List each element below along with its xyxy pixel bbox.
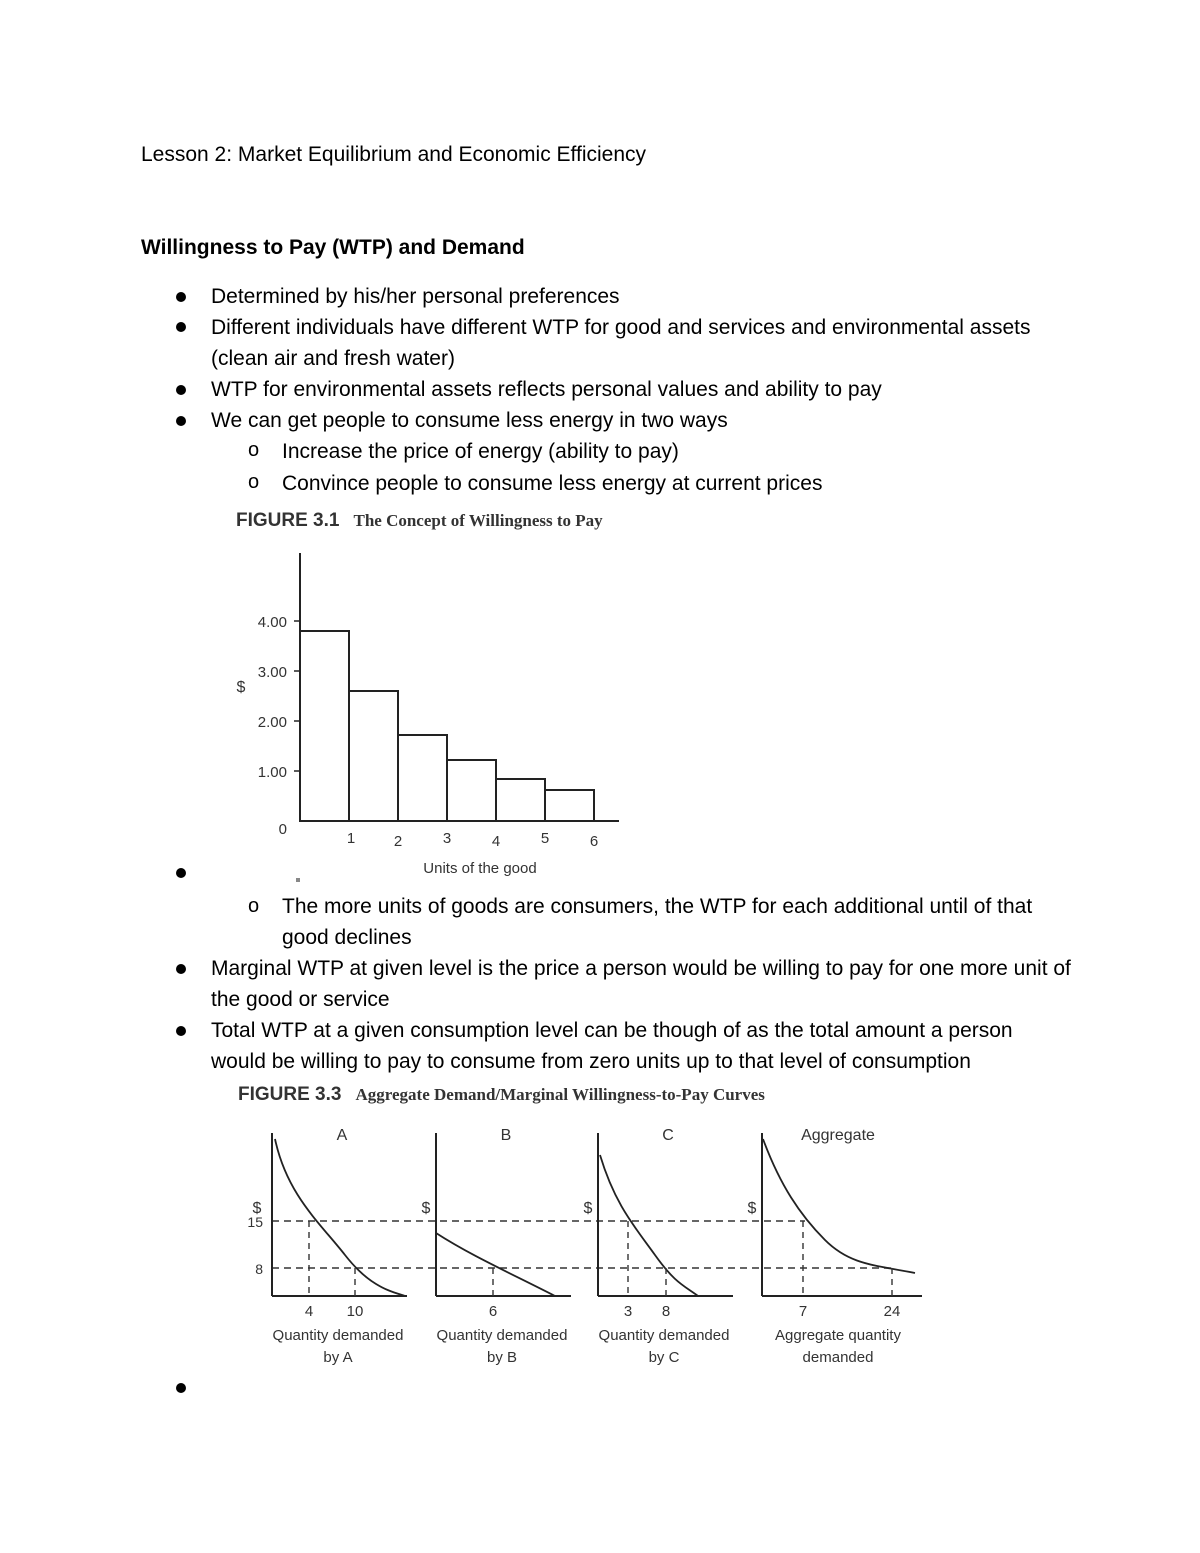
x-tick-label: 10 [346,1303,364,1320]
section-heading: Willingness to Pay (WTP) and Demand [141,236,525,259]
figure-3-label: FIGURE 3.3 [238,1084,342,1105]
demand-curve [275,1139,405,1296]
panel-title: Aggregate [801,1127,875,1144]
bullet-dot [176,322,186,332]
panel-x-label: Quantity demanded [272,1327,404,1344]
bullet-dot [176,385,186,395]
panel-x-label-2: by A [323,1349,353,1366]
y-tick-label: 4.00 [257,614,287,631]
price-label-15: 15 [247,1214,263,1230]
y-tick-label: 0 [278,821,287,838]
panel-dollar-label: $ [252,1200,262,1217]
sub-bullet-text: The more units of goods are consumers, the WTP for each additional until of that good declines [282,895,1033,949]
panel-x-label: Quantity demanded [436,1327,568,1344]
panel-dollar-label: $ [747,1200,757,1217]
x-tick-label: 1 [346,830,356,847]
x-tick-label: 2 [393,833,403,850]
panel-title: A [336,1127,348,1144]
bullet-dot [176,416,186,426]
x-tick-label: 24 [883,1303,901,1320]
bar [300,631,349,821]
figure-1-title [236,510,603,532]
x-tick-label: 5 [540,830,550,847]
demand-curve [600,1155,698,1296]
bullet-dot [176,292,186,302]
x-tick-label: 3 [623,1303,633,1320]
bar [398,735,447,821]
panel-x-label-2: demanded [802,1349,874,1366]
sub-bullet-marker: o [248,439,260,461]
x-tick-label: 6 [589,833,599,850]
figure-3-subtitle: Aggregate Demand/Marginal Willingness-to-Pay Curves [355,1085,765,1104]
panel-x-label: Aggregate quantity [775,1327,901,1344]
bar [496,779,545,821]
bar [545,790,594,821]
y-tick-label: 2.00 [257,714,287,731]
bar [349,691,398,821]
bullet-dot [176,1383,186,1393]
panel-title: B [500,1127,512,1144]
bar [447,760,496,821]
bullet-text: WTP for environmental assets reflects personal values and ability to pay [211,378,882,401]
sub-bullet-marker: o [248,471,260,493]
panel-title: C [662,1127,674,1144]
x-axis-label: Units of the good [423,860,537,877]
x-tick-label: 3 [442,830,452,847]
sub-bullet-text: Increase the price of energy (ability to pay) [282,440,679,463]
page-title: Lesson 2: Market Equilibrium and Economic Efficiency [141,143,647,166]
demand-curve [763,1139,915,1273]
price-label-8: 8 [255,1261,263,1277]
demand-curve [436,1233,555,1296]
bullet-text: Determined by his/her personal preferences [211,285,620,308]
panel-x-label-2: by B [486,1349,518,1366]
x-tick-label: 7 [798,1303,808,1320]
figure-1-subtitle: The Concept of Willingness to Pay [353,511,603,530]
y-tick-label: 3.00 [257,664,287,681]
panel-dollar-label: $ [583,1200,593,1217]
figure-1-label: FIGURE 3.1 [236,510,340,531]
panel-x-label-2: by C [648,1349,680,1366]
figure-3-title [238,1084,765,1106]
aggregate-demand-chart [225,1115,945,1375]
bullet-text: Total WTP at a given consumption level can be though of as the total amount a person would be willing to pay to consume from zero units up to that level of consumption [211,1019,1013,1073]
panel-dollar-label: $ [421,1200,431,1217]
x-tick-label: 8 [661,1303,671,1320]
bullet-dot [176,868,186,878]
stray-mark [296,878,300,882]
wtp-bar-chart [225,545,645,885]
bullet-dot [176,1026,186,1036]
bullet-dot [176,964,186,974]
y-tick-label: 1.00 [257,764,287,781]
bullet-text: We can get people to consume less energy in two ways [211,409,728,432]
sub-bullet-marker: o [248,895,260,917]
y-axis-label: $ [236,679,246,696]
bullet-text: Marginal WTP at given level is the price a person would be willing to pay for one more unit of the good or service [211,957,1071,1011]
sub-bullet-text: Convince people to consume less energy at current prices [282,472,823,495]
x-tick-label: 4 [304,1303,314,1320]
x-tick-label: 6 [488,1303,498,1320]
panel-x-label: Quantity demanded [598,1327,730,1344]
x-tick-label: 4 [491,833,501,850]
bullet-text: Different individuals have different WTP for good and services and environmental assets (clean air and fresh water) [211,316,1031,370]
